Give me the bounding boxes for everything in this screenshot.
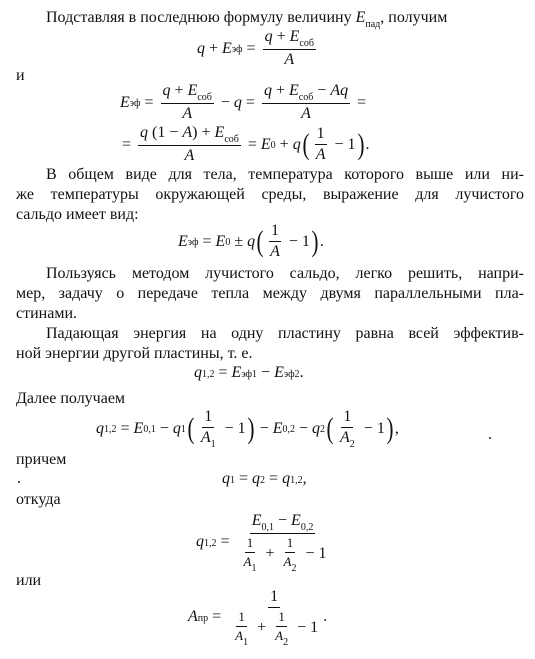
whereby-text: причем	[16, 451, 67, 468]
equation-6: q $_1$ = q $_2$ = q $_{1,2}$ ,	[222, 470, 307, 487]
paragraph-3-line-2: ной энергии другой пластины, т. е.	[16, 345, 253, 362]
speck	[489, 437, 491, 439]
fraction: $\frac{q + E_{соб}}{A}$	[264, 28, 314, 69]
equation-4: q $_{1,2}$ = E $_{эф1}$ − E $_{эф2}$ .	[194, 364, 304, 381]
paragraph-1-line-3: сальдо имеет вид:	[16, 206, 139, 223]
paragraph-1-line-1: В общем виде для тела, температура которого выше или ни-	[46, 166, 524, 183]
e-pad-symbol: $E_{пад}$	[355, 9, 381, 31]
intro-end: , получим	[380, 9, 448, 26]
intro-text: Подставляя в последнюю формулу величину	[46, 9, 352, 26]
equation-7: q $_{1,2}$ = $E_{0,1} - E_{0,2}$ $\frac{1}{A_1}$ + $\frac{1}{A_2}$ − 1	[196, 512, 327, 574]
paragraph-2-line-3: стинами.	[16, 305, 78, 322]
and-word: и	[16, 67, 25, 84]
equation-5: q $_{1,2}$ = E $_{0,1}$ − q $_1$ ( $\frac{1}{A_1}$ − 1 ) − E $_{0,2}$ − q $_2$ ( $\frac{1}{A_2}$ − 1 ) ,	[96, 408, 399, 451]
paragraph-1-line-2: же температуры окружающей среды, выражение для лучистого	[16, 186, 524, 203]
equation-8: A $_{пр}$ = 1 $\frac{1}{A_1}$ + $\frac{1}{A_2}$ − 1 .	[188, 588, 328, 648]
equation-2b: = $\frac{q (1 - A) + E_{соб}}{A}$ = E $_0$ + q ( $\frac{1}{A}$ − 1 ) .	[122, 124, 370, 165]
paragraph-2-line-2: мер, задачу о передаче тепла между двумя параллельными пла-	[16, 285, 524, 302]
equation-2a: E $_{эф}$ = $\frac{q + E_{соб}}{A}$ − q = $\frac{q + E_{соб} - Aq}{A}$ =	[120, 82, 367, 123]
or-text: или	[16, 572, 42, 589]
whence-text: откуда	[16, 491, 61, 508]
equation-1: q + E $_{эф}$ = $\frac{q + E_{соб}}{A}$	[197, 28, 314, 69]
further-text: Далее получаем	[16, 390, 126, 407]
paragraph-3-line-1: Падающая энергия на одну пластину равна всей эффектив-	[46, 325, 524, 342]
equation-3: E $_{эф}$ = E $_0$ ± q ( $\frac{1}{A}$ − 1 ) .	[178, 222, 324, 260]
speck	[18, 481, 20, 483]
paragraph-2-line-1: Пользуясь методом лучистого сальдо, легко решить, напри-	[46, 265, 524, 282]
